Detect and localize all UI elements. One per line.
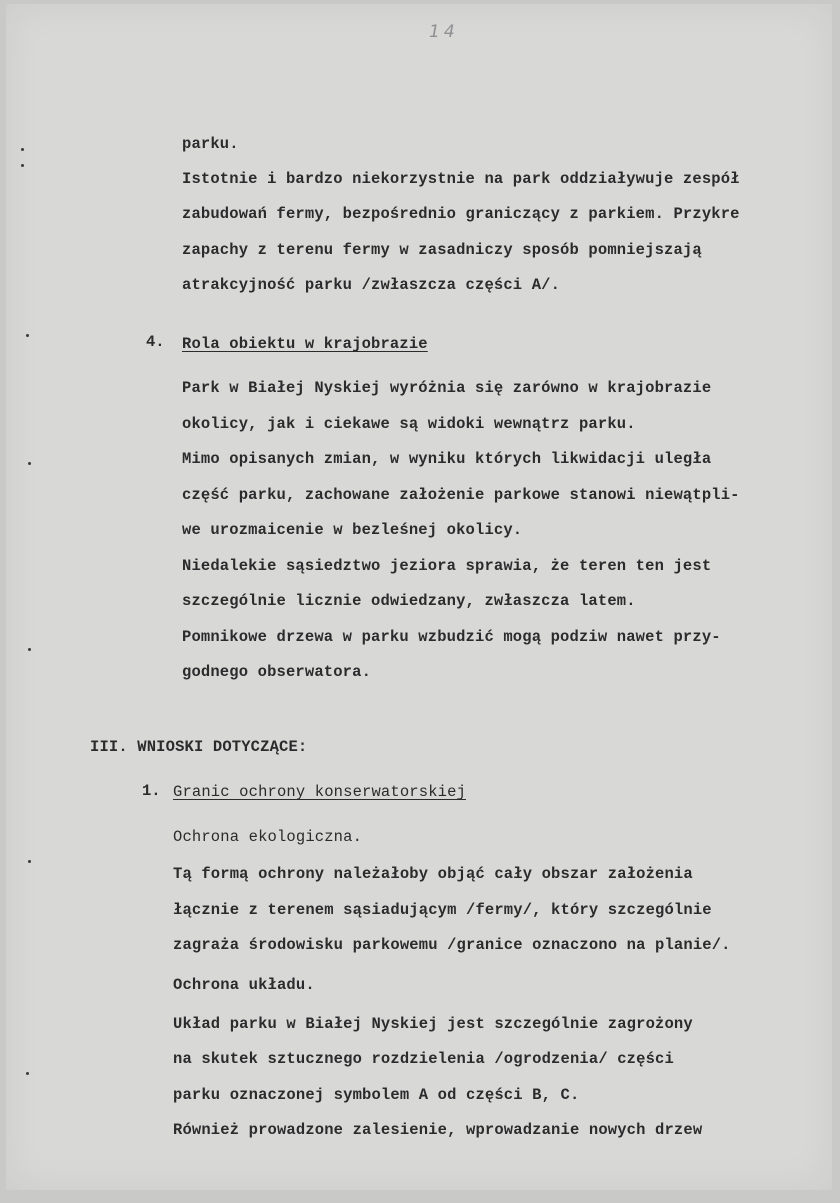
document-page [6, 4, 832, 1190]
section-title: Rola obiektu w krajobrazie [182, 335, 428, 353]
margin-mark [21, 164, 24, 167]
margin-mark [26, 1072, 29, 1075]
margin-mark [28, 860, 31, 863]
section-number: 1. [142, 782, 161, 800]
margin-mark [28, 648, 31, 651]
text-line: godnego obserwatora. [182, 663, 372, 681]
text-line: parku. [182, 135, 239, 153]
text-line: okolicy, jak i ciekawe są widoki wewnątrz parku. [182, 415, 636, 433]
text-line: Park w Białej Nyskiej wyróżnia się zarówno w krajobrazie [182, 379, 712, 397]
text-line: Tą formą ochrony należałoby objąć cały obszar założenia [173, 865, 693, 883]
text-line: na skutek sztucznego rozdzielenia /ogrodzenia/ części [173, 1050, 674, 1068]
text-line: zagraża środowisku parkowemu /granice oznaczono na planie/. [173, 936, 731, 954]
chapter-heading: III. WNIOSKI DOTYCZĄCE: [90, 738, 308, 756]
section-title: Granic ochrony konserwatorskiej [173, 783, 466, 801]
text-line: zapachy z terenu fermy w zasadniczy sposób pomniejszają [182, 241, 702, 259]
text-line: Również prowadzone zalesienie, wprowadzanie nowych drzew [173, 1121, 703, 1139]
text-line: zabudowań fermy, bezpośrednio graniczący z parkiem. Przykre [182, 205, 740, 223]
text-line: we urozmaicenie w bezleśnej okolicy. [182, 521, 523, 539]
text-line: atrakcyjność parku /zwłaszcza części A/. [182, 276, 561, 294]
section-number: 4. [146, 333, 165, 351]
text-line: Istotnie i bardzo niekorzystnie na park oddziaływuje zespół [182, 170, 740, 188]
text-line: Mimo opisanych zmian, w wyniku których likwidacji uległa [182, 450, 712, 468]
text-line: szczególnie licznie odwiedzany, zwłaszcza latem. [182, 592, 636, 610]
margin-mark [26, 334, 29, 337]
text-line: Niedalekie sąsiedztwo jeziora sprawia, że teren ten jest [182, 557, 712, 575]
text-line: Ochrona ekologiczna. [173, 828, 363, 846]
text-line: Ochrona układu. [173, 976, 315, 994]
text-line: Układ parku w Białej Nyskiej jest szczególnie zagrożony [173, 1015, 693, 1033]
text-line: Pomnikowe drzewa w parku wzbudzić mogą podziw nawet przy- [182, 628, 721, 646]
page-number: 14 [429, 22, 459, 42]
text-line: część parku, zachowane założenie parkowe stanowi niewątpli- [182, 486, 740, 504]
text-line: parku oznaczonej symbolem A od części B, C. [173, 1086, 580, 1104]
margin-mark [21, 148, 24, 151]
text-line: łącznie z terenem sąsiadującym /fermy/, który szczególnie [173, 901, 712, 919]
margin-mark [28, 462, 31, 465]
